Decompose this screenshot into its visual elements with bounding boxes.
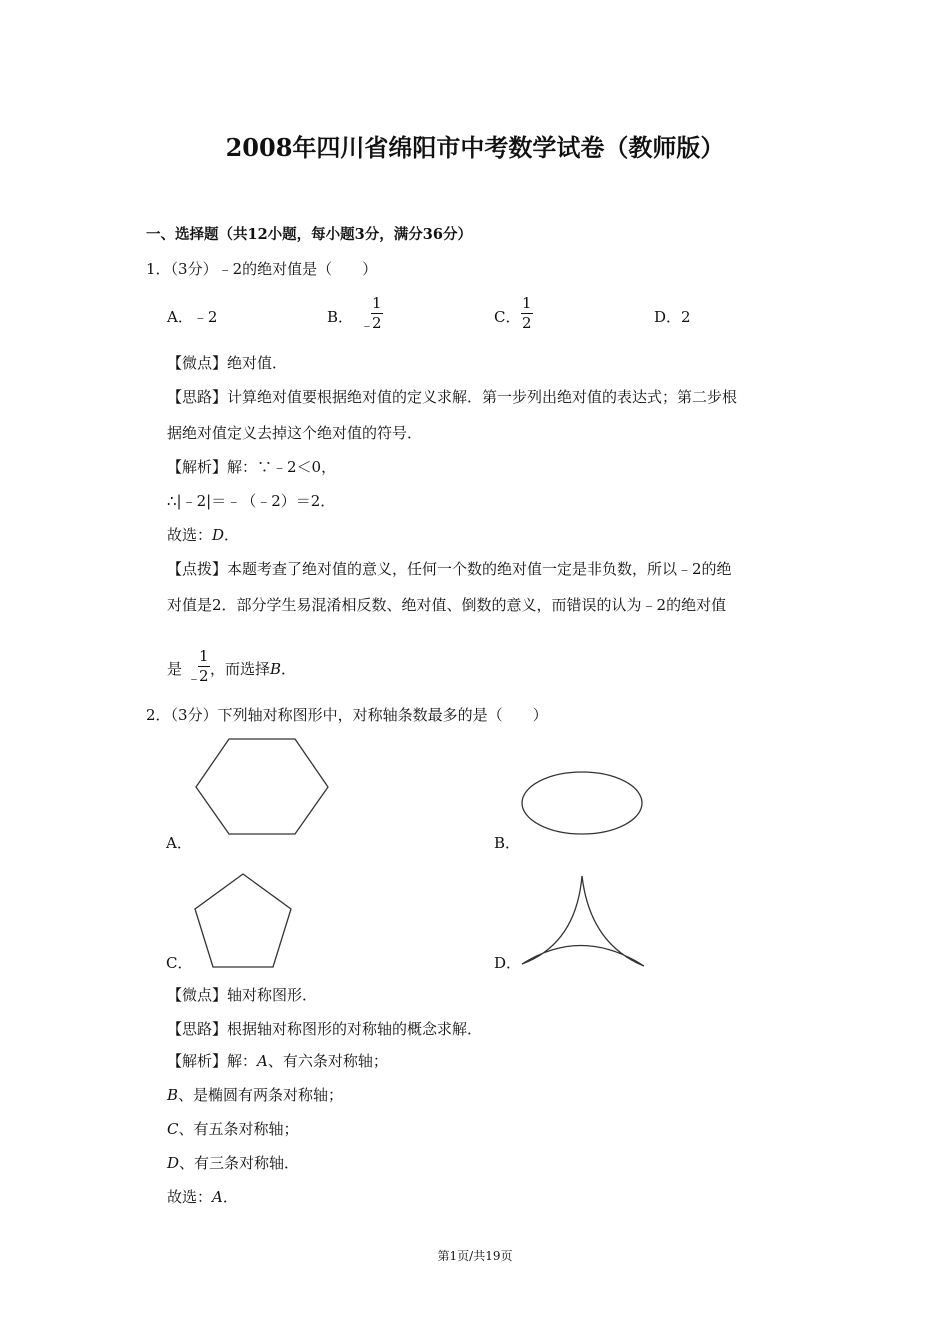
page-title: 2008年四川省绵阳市中考数学试卷（教师版） (225, 133, 725, 162)
d-letter: D (167, 1154, 180, 1172)
q2-d-line (167, 1156, 299, 1171)
q2-option-c-label: C． (166, 954, 193, 972)
hexagon-shape (196, 739, 328, 834)
fraction-denominator: 2 (522, 314, 532, 332)
b-text: 、是椭圆有两条对称轴； (178, 1086, 344, 1104)
q1-option-b-fraction (371, 296, 383, 331)
question-1-stem: 1．（3分）﹣2的绝对值是（ ） (146, 260, 378, 278)
fraction-numerator: 1 (372, 294, 382, 312)
c-letter: C (167, 1120, 179, 1138)
curved-triangle-shape (522, 876, 644, 966)
q1-weidian: 【微点】绝对值． (167, 354, 288, 372)
q1-option-a: A．﹣2 (167, 308, 218, 326)
b-letter: B (167, 1086, 179, 1104)
q2-b-line (167, 1088, 343, 1103)
jiexi-prefix: 【解析】解： (167, 1052, 258, 1070)
dianbo-suffix: ． (281, 660, 297, 678)
answer-letter: A (212, 1188, 223, 1206)
q2-weidian: 【微点】轴对称图形． (167, 986, 318, 1004)
q1-option-c-fraction (521, 296, 533, 331)
answer-prefix: 故选： (167, 1188, 213, 1206)
answer-suffix: ． (224, 526, 240, 544)
ellipse-figure (520, 770, 644, 836)
q2-option-d-label: D． (494, 954, 522, 972)
answer-prefix: 故选： (167, 526, 213, 544)
q2-option-b-label: B． (494, 834, 521, 852)
fraction-numerator: 1 (199, 647, 209, 665)
d-text: 、有三条对称轴． (179, 1154, 300, 1172)
q1-option-b-sign: ﹣ (360, 318, 374, 334)
c-text: 、有五条对称轴； (178, 1120, 299, 1138)
q1-dianbo-line-3-rest (210, 662, 296, 677)
q1-dianbo-fraction (198, 649, 210, 684)
answer-suffix: ． (222, 1188, 238, 1206)
hexagon-figure (194, 738, 330, 836)
q1-dianbo-line-3-prefix: 是 (167, 660, 183, 678)
q1-jiexi: 【解析】解：∵﹣2＜0， (167, 458, 337, 476)
q1-dianbo-line-2: 对值是2．部分学生易混淆相反数、绝对值、倒数的意义，而错误的认为﹣2的绝对值 (167, 596, 727, 614)
fraction-numerator: 1 (522, 294, 532, 312)
q2-jiexi (167, 1054, 388, 1069)
q1-dianbo-line-1: 【点拨】本题考查了绝对值的意义，任何一个数的绝对值一定是非负数，所以﹣2的绝 (167, 560, 732, 578)
q1-option-c-label: C． (494, 308, 521, 326)
fraction-denominator: 2 (372, 314, 382, 332)
q2-silu: 【思路】根据轴对称图形的对称轴的概念求解． (167, 1020, 483, 1038)
q1-answer (167, 528, 239, 543)
q1-option-b-label: B． (327, 308, 354, 326)
answer-letter: D (212, 526, 225, 544)
q2-c-line (167, 1122, 299, 1137)
q1-silu-line-2: 据绝对值定义去掉这个绝对值的符号． (167, 424, 423, 442)
q2-answer (167, 1190, 238, 1205)
q1-dianbo-sign: ﹣ (187, 671, 201, 687)
ellipse-shape (522, 772, 642, 834)
pentagon-figure (192, 872, 294, 970)
q1-step: ∴|﹣2|＝﹣（﹣2）＝2． (167, 492, 336, 510)
pentagon-shape (195, 874, 291, 967)
q1-option-d: D．2 (654, 308, 691, 326)
dianbo-letter: B (270, 660, 282, 678)
section-heading: 一、选择题（共12小题，每小题3分，满分36分） (146, 226, 472, 243)
page-footer: 第1页/共19页 (437, 1249, 513, 1263)
q1-silu-line-1: 【思路】计算绝对值要根据绝对值的定义求解．第一步列出绝对值的表达式；第二步根 (167, 388, 738, 406)
question-2-stem: 2．（3分）下列轴对称图形中，对称轴条数最多的是（ ） (146, 706, 548, 724)
q2-option-a-label: A． (166, 834, 192, 852)
fraction-denominator: 2 (199, 667, 209, 685)
jiexi-a-text: 、有六条对称轴； (267, 1052, 388, 1070)
dianbo-mid: ，而选择 (210, 660, 271, 678)
jiexi-a-letter: A (257, 1052, 268, 1070)
curved-triangle-figure (520, 874, 646, 968)
